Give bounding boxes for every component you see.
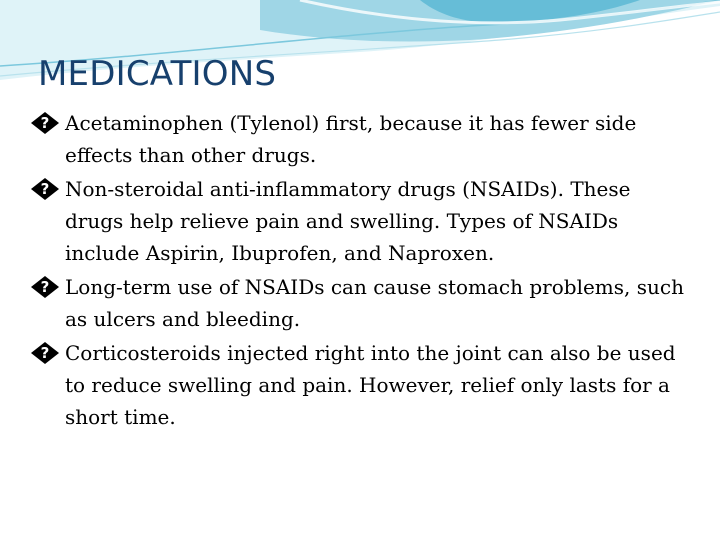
bullet-text: Corticosteroids injected right into the joint can also be used to reduce swelling and pain. However, relief only lasts for a short time. — [65, 341, 676, 429]
bullet-item-long-term-use — [30, 271, 690, 335]
svg-text:?: ? — [40, 114, 50, 132]
slide-title: MEDICATIONS — [38, 54, 277, 94]
bullet-text: Long-term use of NSAIDs can cause stomach problems, such as ulcers and bleeding. — [65, 275, 684, 331]
bullet-text: Acetaminophen (Tylenol) first, because it has fewer side effects than other drugs. — [65, 111, 637, 167]
replacement-character-icon — [30, 177, 60, 201]
bullet-item-nsaids — [30, 173, 690, 269]
svg-text:?: ? — [40, 344, 50, 362]
svg-text:?: ? — [40, 180, 50, 198]
bullet-item-acetaminophen — [30, 107, 690, 171]
bullet-list — [30, 107, 690, 435]
bullet-text: Non-steroidal anti-inflammatory drugs (NSAIDs). These drugs help relieve pain and swelling. Types of NSAIDs include Aspirin, Ibuprofen, and Naproxen. — [65, 177, 631, 265]
replacement-character-icon — [30, 341, 60, 365]
replacement-character-icon — [30, 275, 60, 299]
replacement-character-icon — [30, 111, 60, 135]
svg-text:?: ? — [40, 278, 50, 296]
bullet-item-corticosteroids — [30, 337, 690, 433]
